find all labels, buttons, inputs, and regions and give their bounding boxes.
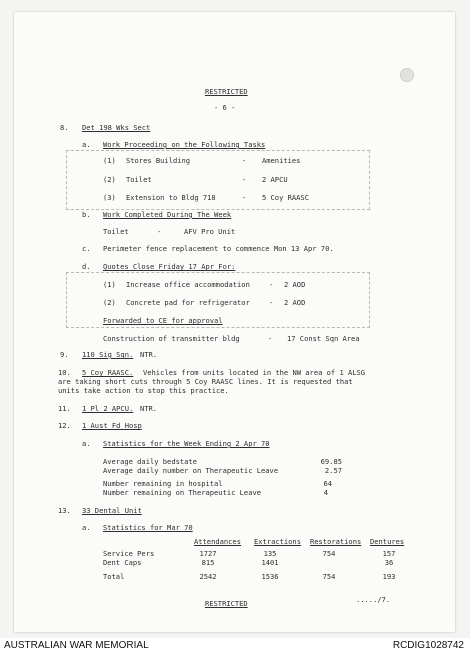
classification-footer: RESTRICTED: [205, 599, 248, 608]
stat-label: Average daily bedstate: [103, 457, 197, 466]
task-row-number: (2): [103, 175, 116, 184]
item-11-number: 11.: [58, 404, 71, 413]
item-12a-title: Statistics for the Week Ending 2 Apr 70: [103, 439, 270, 448]
item-13-number: 13.: [58, 506, 71, 515]
item-13-title: 33 Dental Unit: [82, 506, 142, 515]
dental-cell: 36: [384, 558, 394, 567]
dental-row-label: Total: [103, 572, 125, 581]
dental-cell: 1401: [261, 558, 279, 567]
dental-row-label: Service Pers: [103, 549, 155, 558]
task-row-unit: 2 APCU: [262, 175, 288, 184]
quote-row-name: Concrete pad for refrigerator: [126, 298, 250, 307]
stat-label: Number remaining on Therapeutic Leave: [103, 488, 262, 497]
item-13a-letter: a.: [82, 523, 91, 532]
item-13a-title: Statistics for Mar 70: [103, 523, 193, 532]
stat-value: 2.57: [324, 466, 342, 475]
task-row-name: Toilet: [126, 175, 152, 184]
item-12-title: 1 Aust Fd Hosp: [82, 421, 142, 430]
item-10-title: 5 Coy RAASC.: [82, 368, 134, 377]
dental-column-header: Restorations: [310, 537, 362, 546]
dental-cell: 815: [201, 558, 215, 567]
quote-row-unit: 2 AOD: [284, 280, 306, 289]
item-8a-title: Work Proceeding on the Following Tasks: [103, 140, 266, 149]
quote-row-unit: 2 AOD: [284, 298, 306, 307]
item-8d-letter: d.: [82, 262, 91, 271]
dental-column-header: Dentures: [370, 537, 405, 546]
classification-header: RESTRICTED: [205, 87, 248, 96]
task-row-dash: -: [242, 175, 247, 184]
completed-task-dash: -: [157, 227, 162, 236]
item-12a-letter: a.: [82, 439, 91, 448]
quote-row-name: Increase office accommodation: [126, 280, 250, 289]
stat-value: 69.85: [320, 457, 342, 466]
punch-hole: [400, 68, 414, 82]
task-row-number: (1): [103, 156, 116, 165]
task-row-name: Stores Building: [126, 156, 191, 165]
item-8-number: 8.: [60, 123, 69, 132]
quote-row-dash: -: [269, 298, 274, 307]
task-row-unit: 5 Coy RAASC: [262, 193, 309, 202]
dental-column-header: Attendances: [194, 537, 241, 546]
dental-cell: 754: [322, 549, 336, 558]
task-row-unit: Amenities: [262, 156, 301, 165]
item-8-title: Det 198 Wks Sect: [82, 123, 151, 132]
dental-column-header: Extractions: [254, 537, 301, 546]
completed-task-name: Toilet: [103, 227, 129, 236]
item-8a-letter: a.: [82, 140, 91, 149]
dental-row-label: Dent Caps: [103, 558, 142, 567]
archive-institution: AUSTRALIAN WAR MEMORIAL: [4, 640, 149, 651]
item-10-line: are taking short cuts through 5 Coy RAASC lines. It is requested that: [58, 377, 353, 386]
item-8b-letter: b.: [82, 210, 91, 219]
item-9-text: NTR.: [140, 350, 158, 359]
dental-cell: 135: [263, 549, 277, 558]
construction-task: Construction of transmitter bldg: [103, 334, 240, 343]
item-8c-text: Perimeter fence replacement to commence Mon 13 Apr 70.: [103, 244, 334, 253]
item-10-number: 10.: [58, 368, 71, 377]
stat-label: Number remaining in hospital: [103, 479, 223, 488]
dental-cell: 754: [322, 572, 336, 581]
item-9-title: 110 Sig Sqn.: [82, 350, 134, 359]
task-row-dash: -: [242, 156, 247, 165]
item-10-line: units take action to stop this practice.: [58, 386, 229, 395]
archive-reference: RCDIG1028742: [392, 640, 464, 651]
construction-unit: 17 Const Sqn Area: [287, 334, 360, 343]
dental-cell: 157: [382, 549, 396, 558]
item-11-title: 1 Pl 2 APCU.: [82, 404, 134, 413]
task-row-number: (3): [103, 193, 116, 202]
item-8c-letter: c.: [82, 244, 91, 253]
item-9-number: 9.: [60, 350, 69, 359]
item-11-text: NTR.: [140, 404, 158, 413]
task-row-name: Extension to Bldg 718: [126, 193, 216, 202]
dental-cell: 2542: [199, 572, 217, 581]
dental-cell: 1536: [261, 572, 279, 581]
item-8d-title: Quotes Close Friday 17 Apr For:: [103, 262, 236, 271]
stat-value: 64: [323, 479, 332, 488]
page-number: - 6 -: [214, 103, 236, 112]
archive-footer: [0, 638, 470, 654]
construction-dash: -: [268, 334, 273, 343]
dental-cell: 1727: [199, 549, 217, 558]
stat-value: 4: [323, 488, 328, 497]
quote-row-dash: -: [269, 280, 274, 289]
quote-row-number: (1): [103, 280, 116, 289]
forwarded-note: Forwarded to CE for approval: [103, 316, 223, 325]
item-12-number: 12.: [58, 421, 71, 430]
completed-task-unit: AFV Pro Unit: [184, 227, 236, 236]
dental-cell: 193: [382, 572, 396, 581]
item-10-line: Vehicles from units located in the NW area of 1 ALSG: [143, 368, 366, 377]
item-8b-title: Work Completed During The Week: [103, 210, 232, 219]
quote-row-number: (2): [103, 298, 116, 307]
task-row-dash: -: [242, 193, 247, 202]
continuation-marker: ...../7.: [356, 595, 391, 604]
stat-label: Average daily number on Therapeutic Leave: [103, 466, 279, 475]
